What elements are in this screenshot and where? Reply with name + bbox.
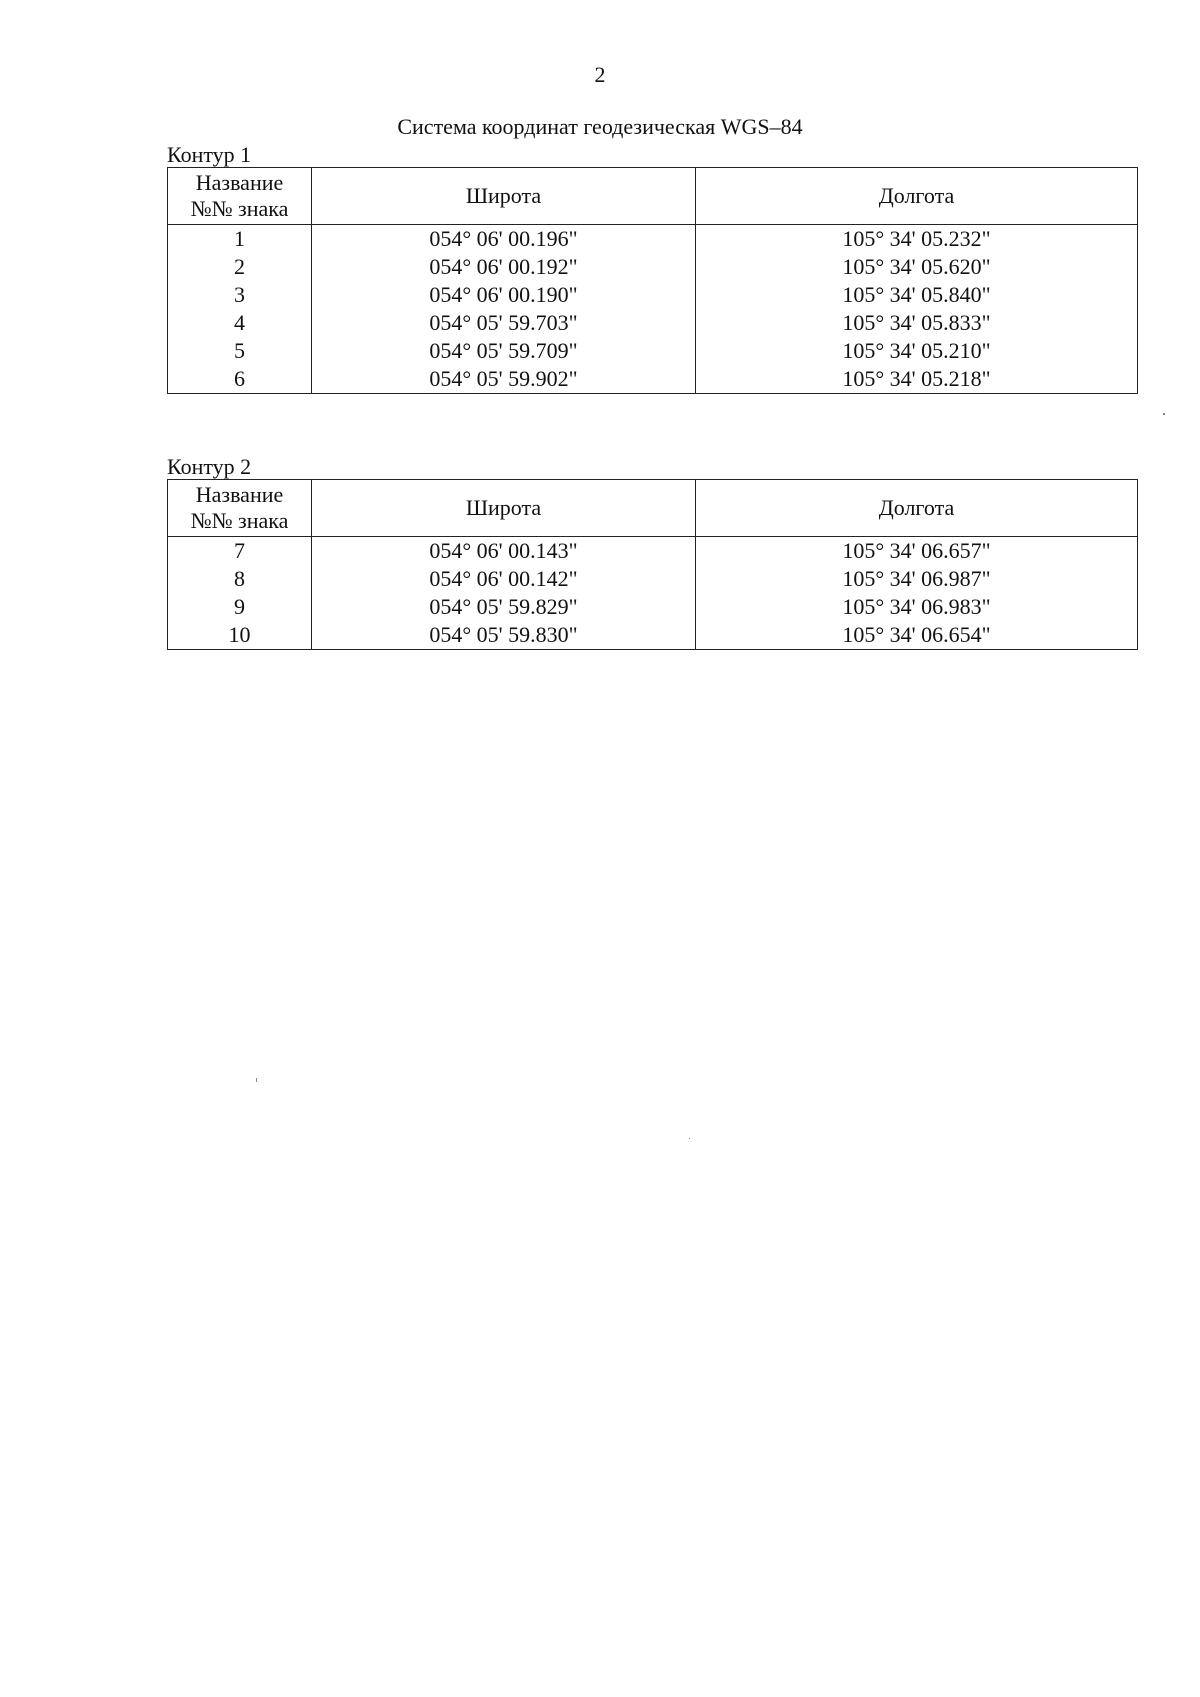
coordinates-table [167, 479, 1138, 650]
longitude-cell: 105° 34' 06.987" [696, 565, 1138, 593]
header-sign-name-line1: Название [195, 170, 284, 195]
longitude-cell: 105° 34' 05.232" [696, 225, 1138, 254]
header-sign-name-line2: №№ знака [190, 508, 289, 533]
header-longitude: Долгота [696, 480, 1138, 537]
table-row [168, 253, 1138, 281]
table-row [168, 309, 1138, 337]
sign-number: 1 [168, 225, 312, 254]
latitude-cell: 054° 06' 00.196" [312, 225, 696, 254]
latitude-cell: 054° 06' 00.192" [312, 253, 696, 281]
longitude-cell: 105° 34' 06.654" [696, 621, 1138, 650]
table-row [168, 593, 1138, 621]
latitude-cell: 054° 06' 00.143" [312, 537, 696, 566]
latitude-cell: 054° 05' 59.709" [312, 337, 696, 365]
latitude-cell: 054° 05' 59.829" [312, 593, 696, 621]
longitude-cell: 105° 34' 05.620" [696, 253, 1138, 281]
sign-number: 8 [168, 565, 312, 593]
header-sign-name-line1: Название [195, 482, 284, 507]
sign-number: 6 [168, 365, 312, 394]
contour-section-2 [167, 455, 1137, 650]
sign-number: 5 [168, 337, 312, 365]
header-sign-name-line2: №№ знака [190, 196, 289, 221]
longitude-cell: 105° 34' 06.983" [696, 593, 1138, 621]
sign-number: 4 [168, 309, 312, 337]
header-latitude: Широта [312, 480, 696, 537]
sign-number: 3 [168, 281, 312, 309]
sign-number: 2 [168, 253, 312, 281]
sign-number: 7 [168, 537, 312, 566]
table-row [168, 565, 1138, 593]
table-row [168, 537, 1138, 566]
latitude-cell: 054° 06' 00.190" [312, 281, 696, 309]
page-number: 2 [594, 62, 606, 87]
longitude-cell: 105° 34' 05.833" [696, 309, 1138, 337]
header-longitude: Долгота [696, 168, 1138, 225]
contour-section-1 [167, 143, 1137, 394]
longitude-cell: 105° 34' 05.840" [696, 281, 1138, 309]
latitude-cell: 054° 06' 00.142" [312, 565, 696, 593]
header-latitude: Широта [312, 168, 696, 225]
table-row [168, 337, 1138, 365]
latitude-cell: 054° 05' 59.703" [312, 309, 696, 337]
table-header-row [168, 168, 1138, 225]
table-row [168, 281, 1138, 309]
scan-speck [689, 1138, 690, 1139]
coordinates-table [167, 167, 1138, 394]
longitude-cell: 105° 34' 05.210" [696, 337, 1138, 365]
header-sign-name [168, 168, 312, 225]
latitude-cell: 054° 05' 59.902" [312, 365, 696, 394]
table-row [168, 225, 1138, 254]
table-row [168, 621, 1138, 650]
header-sign-name [168, 480, 312, 537]
contour-label: Контур 1 [167, 142, 252, 167]
scan-speck [1163, 413, 1165, 415]
sign-number: 10 [168, 621, 312, 650]
longitude-cell: 105° 34' 05.218" [696, 365, 1138, 394]
table-header-row [168, 480, 1138, 537]
scan-speck [256, 1078, 257, 1082]
contour-label: Контур 2 [167, 454, 252, 479]
latitude-cell: 054° 05' 59.830" [312, 621, 696, 650]
sign-number: 9 [168, 593, 312, 621]
document-title: Система координат геодезическая WGS–84 [397, 114, 803, 139]
table-row [168, 365, 1138, 394]
longitude-cell: 105° 34' 06.657" [696, 537, 1138, 566]
